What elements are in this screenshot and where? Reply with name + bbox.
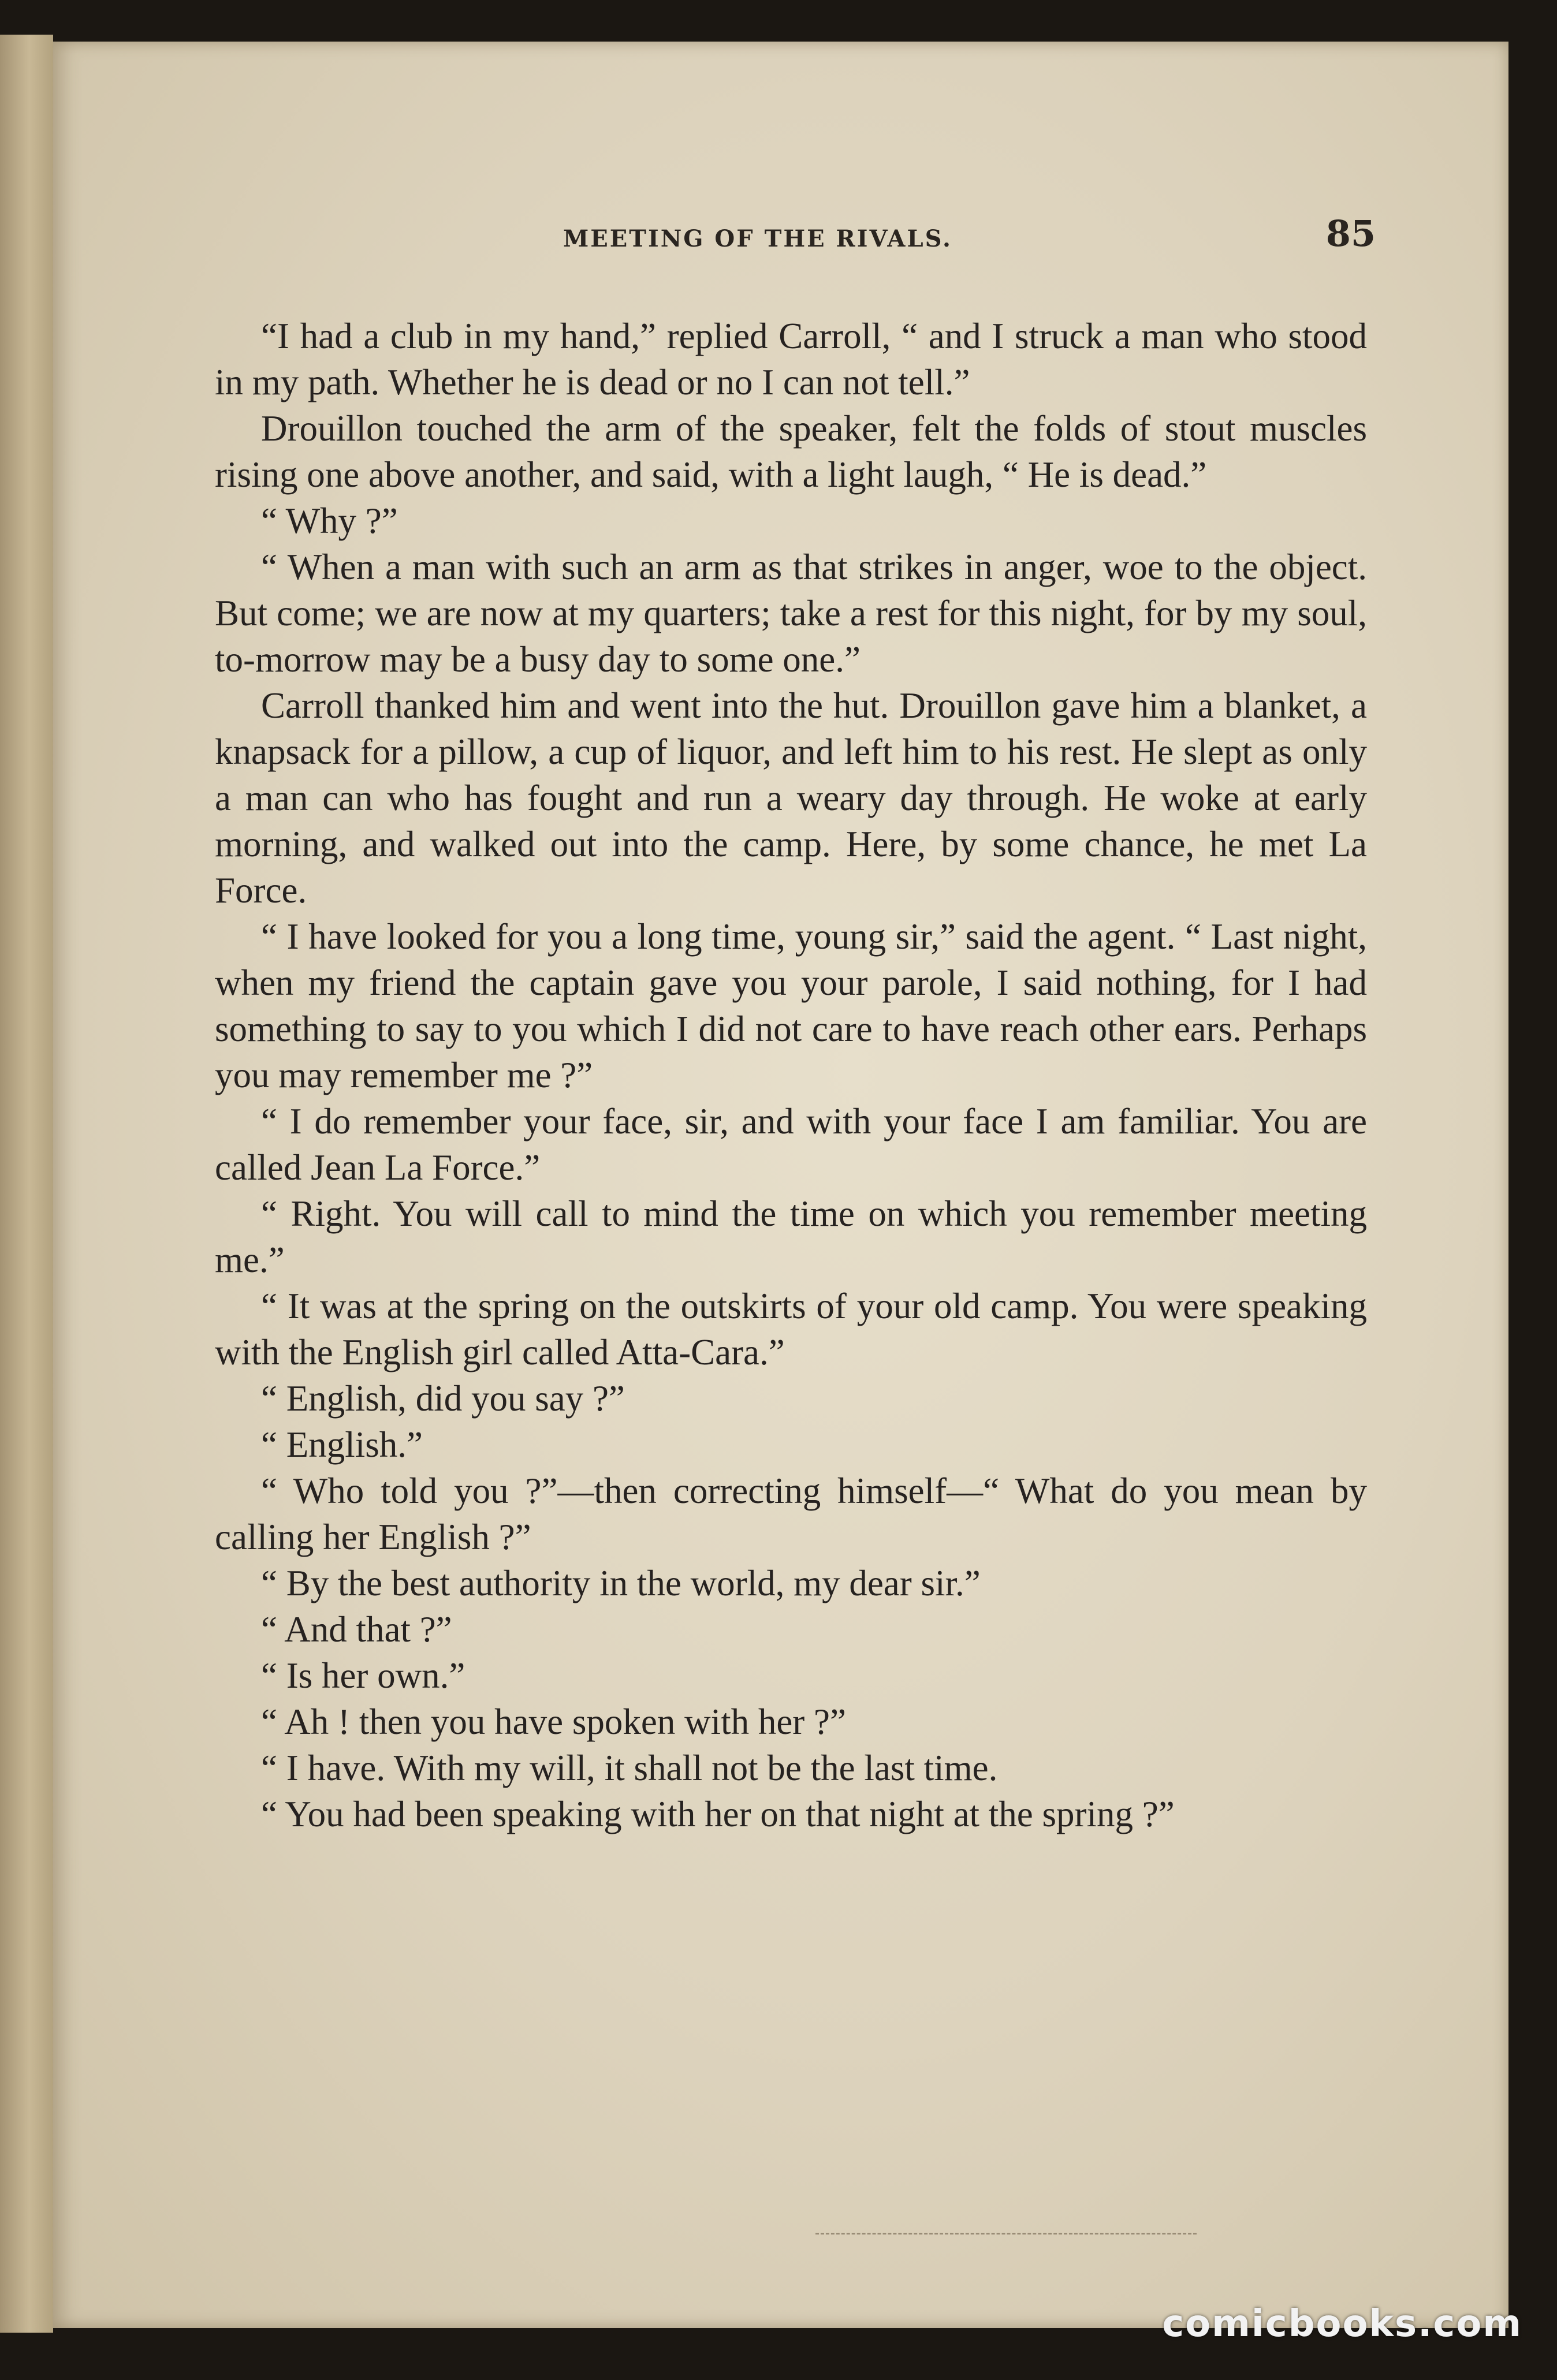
left-page-edge xyxy=(0,35,53,2333)
paragraph: “ You had been speaking with her on that night at the spring ?” xyxy=(261,1794,1175,1834)
running-head xyxy=(53,185,1508,260)
running-title: MEETING OF THE RIVALS. xyxy=(563,225,952,252)
paragraph: “ I have. With my will, it shall not be the last time. xyxy=(261,1748,998,1788)
page xyxy=(53,42,1508,2328)
paragraph: “ I have looked for you a long time, young sir,” said the agent. “ Last night, when my friend the captain gave you your parole, I said nothing, for I had something to say to you which I did not care to have reach other ears. Perhaps you may remember me ?” xyxy=(215,916,1367,1095)
paragraph: “ English, did you say ?” xyxy=(261,1378,625,1419)
paragraph: “ Ah ! then you have spoken with her ?” xyxy=(261,1702,846,1742)
paragraph: “ I do remember your face, sir, and with your face I am familiar. You are called Jean La Force.” xyxy=(215,1101,1367,1188)
paragraph: “I had a club in my hand,” replied Carroll, “ and I struck a man who stood in my path. Whether he is dead or no I can not tell.” xyxy=(215,316,1367,402)
page-number: 85 xyxy=(1325,212,1376,255)
paragraph: “ When a man with such an arm as that strikes in anger, woe to the object. But come; we are now at my quarters; take a rest for this night, for by my soul, to-morrow may be a busy day to some one.” xyxy=(215,547,1367,680)
paragraph: “ Who told you ?”—then correcting himself—“ What do you mean by calling her English ?” xyxy=(215,1471,1367,1557)
paragraph: “ Right. You will call to mind the time on which you remember meeting me.” xyxy=(215,1193,1367,1280)
paragraph: “ Why ?” xyxy=(261,501,398,541)
paragraph: Drouillon touched the arm of the speaker, felt the folds of stout muscles rising one above another, and said, with a light laugh, “ He is dead.” xyxy=(215,408,1367,495)
paragraph: “ English.” xyxy=(261,1424,423,1465)
watermark: comicbooks.com xyxy=(1162,2303,1522,2345)
footer-rule xyxy=(815,2233,1197,2234)
paragraph: “ And that ?” xyxy=(261,1609,452,1650)
body-text xyxy=(215,313,1367,1837)
paragraph: “ By the best authority in the world, my dear sir.” xyxy=(261,1563,981,1603)
paragraph: “ Is her own.” xyxy=(261,1655,465,1696)
paragraph: “ It was at the spring on the outskirts of your old camp. You were speaking with the English girl called Atta-Cara.” xyxy=(215,1286,1367,1372)
paragraph: Carroll thanked him and went into the hut. Drouillon gave him a blanket, a knapsack for a pillow, a cup of liquor, and left him to his rest. He slept as only a man can who has fought and run a weary day through. He woke at early morning, and walked out into the camp. Here, by some chance, he met La Force. xyxy=(215,685,1367,911)
